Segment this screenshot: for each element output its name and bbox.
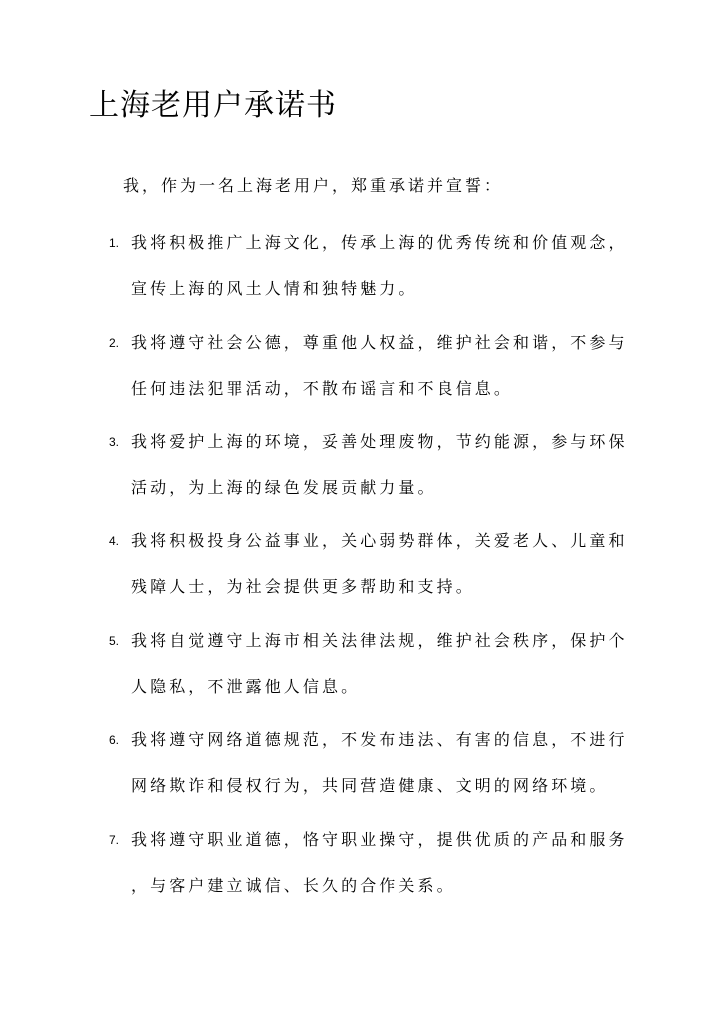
pledge-text-line: 我将遵守职业道德，恪守职业操守，提供优质的产品和服务 [131,830,628,849]
pledge-item-5 [0,627,720,707]
pledge-text-line: 我将积极推广上海文化，传承上海的优秀传统和价值观念， [131,233,628,252]
pledge-text-line: 我将遵守网络道德规范，不发布违法、有害的信息，不进行 [131,730,628,749]
pledge-number: 1. [109,236,120,250]
pledge-number: 6. [109,733,120,747]
pledge-text-line: 活动，为上海的绿色发展贡献力量。 [131,478,437,497]
pledge-number: 7. [109,833,120,847]
pledge-item-6 [0,726,720,806]
pledge-item-1 [0,229,720,309]
pledge-text-line: 任何违法犯罪活动，不散布谣言和不良信息。 [131,379,514,398]
pledge-text-line: 我将自觉遵守上海市相关法律法规，维护社会秩序，保护个 [131,631,628,650]
pledge-number: 5. [109,634,120,648]
pledge-item-4 [0,527,720,607]
pledge-text-line: 人隐私，不泄露他人信息。 [131,677,361,696]
pledge-text-line: 网络欺诈和侵权行为，共同营造健康、文明的网络环境。 [131,776,609,795]
pledge-item-7 [0,826,720,906]
pledge-text-line: 宣传上海的风土人情和独特魅力。 [131,279,418,298]
pledge-item-3 [0,428,720,508]
pledge-text-line: 我将积极投身公益事业，关心弱势群体，关爱老人、儿童和 [131,531,628,550]
pledge-text-line: ，与客户建立诚信、长久的合作关系。 [131,876,456,895]
pledge-number: 2. [109,336,120,350]
intro-paragraph: 我，作为一名上海老用户，郑重承诺并宣誓： [123,176,504,195]
pledge-number: 3. [109,435,120,449]
pledge-text-line: 我将遵守社会公德，尊重他人权益，维护社会和谐，不参与 [131,333,628,352]
pledge-item-2 [0,329,720,409]
document-title: 上海老用户承诺书 [89,88,337,123]
pledge-text-line: 我将爱护上海的环境，妥善处理废物，节约能源，参与环保 [131,432,628,451]
pledge-text-line: 残障人士，为社会提供更多帮助和支持。 [131,577,475,596]
pledge-number: 4. [109,534,120,548]
